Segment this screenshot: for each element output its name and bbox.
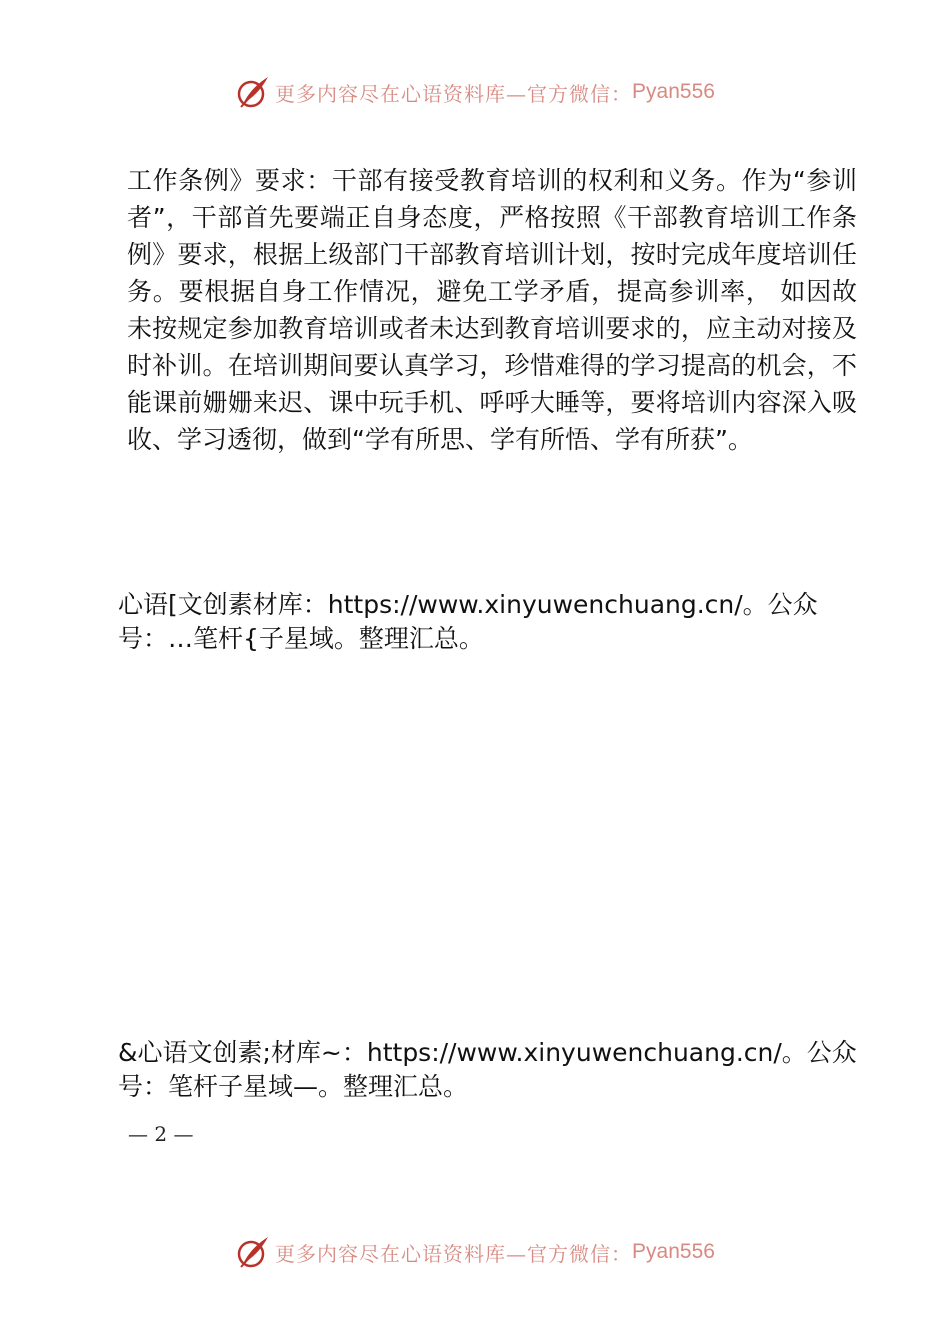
source-note-1: 心语[文创素材库：https://www.xinyuwenchuang.cn/。公众号：…笔杆{子星域。整理汇总。 [118,590,818,653]
source-note-2: &心语文创素;材库~：https://www.xinyuwenchuang.cn/。公众号：笔杆子星域—。整理汇总。 [118,1038,857,1101]
header-banner-code: Pyan556 [632,80,715,103]
header-banner [0,70,950,114]
body-paragraph: 工作条例》要求：干部有接受教育培训的权利和义务。作为“参训者”，干部首先要端正自身态度，严格按照《干部教育培训工作条例》要求，根据上级部门干部教育培训计划，按时完成年度培训任务。要根据自身工作情况，避免工学矛盾，提高参训率， 如因故未按规定参加教育培训或者未达到教育培训要求的，应主动对接及时补训。在培训期间要认真学习，珍惜难得的学习提高的机会，不能课前姗姗来迟、课中玩手机、呼呼大睡等，要将培训内容深入吸收、学习透彻，做到“学有所思、学有所悟、学有所获”。 [127,166,857,454]
feather-quill-logo-icon [235,1234,271,1270]
page-number: — 2 — [128,1122,194,1146]
feather-quill-logo-icon [235,74,271,110]
footer-banner [0,1230,950,1274]
footer-banner-code: Pyan556 [632,1240,715,1263]
header-banner-text: 更多内容尽在心语资料库—官方微信： [275,81,633,106]
footer-banner-text: 更多内容尽在心语资料库—官方微信： [275,1241,633,1266]
